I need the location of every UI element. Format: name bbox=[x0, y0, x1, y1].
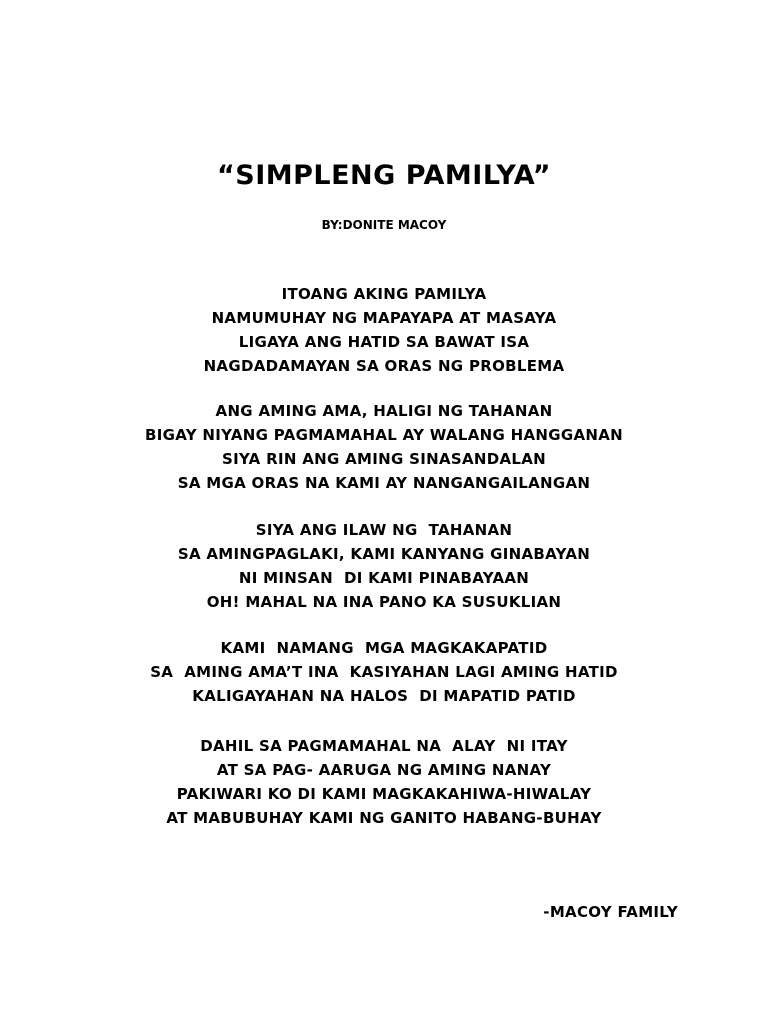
poem-line: DAHIL SA PAGMAMAHAL NA ALAY NI ITAY bbox=[200, 737, 568, 755]
poem-line: NI MINSAN DI KAMI PINABAYAAN bbox=[238, 569, 530, 587]
poem-line: KAMI NAMANG MGA MAGKAKAPATID bbox=[220, 639, 548, 657]
poem-line: ITOANG AKING PAMILYA bbox=[281, 285, 487, 303]
poem-line: AT SA PAG- AARUGA NG AMING NANAY bbox=[216, 761, 552, 779]
stanza-1 bbox=[0, 282, 768, 378]
poem-line: OH! MAHAL NA INA PANO KA SUSUKLIAN bbox=[206, 593, 562, 611]
poem-line: ANG AMING AMA, HALIGI NG TAHANAN bbox=[215, 402, 553, 420]
poem-line: AT MABUBUHAY KAMI NG GANITO HABANG-BUHAY bbox=[166, 809, 602, 827]
poem-line: LIGAYA ANG HATID SA BAWAT ISA bbox=[238, 333, 530, 351]
poem-line: SIYA ANG ILAW NG TAHANAN bbox=[255, 521, 513, 539]
poem-line: BIGAY NIYANG PAGMAMAHAL AY WALANG HANGGANAN bbox=[145, 426, 623, 444]
stanza-4 bbox=[0, 636, 768, 708]
poem-line: SA AMINGPAGLAKI, KAMI KANYANG GINABAYAN bbox=[177, 545, 591, 563]
stanza-2 bbox=[0, 399, 768, 495]
poem-line: SA MGA ORAS NA KAMI AY NANGANGAILANGAN bbox=[177, 474, 591, 492]
poem-byline: BY:DONITE MACOY bbox=[321, 218, 447, 232]
stanza-3 bbox=[0, 518, 768, 614]
poem-line: NAGDADAMAYAN SA ORAS NG PROBLEMA bbox=[203, 357, 565, 375]
poem-line: KALIGAYAHAN NA HALOS DI MAPATID PATID bbox=[192, 687, 576, 705]
poem-signature: -MACOY FAMILY bbox=[543, 903, 678, 921]
poem-line: SA AMING AMA’T INA KASIYAHAN LAGI AMING HATID bbox=[150, 663, 618, 681]
poem-line: PAKIWARI KO DI KAMI MAGKAKAHIWA-HIWALAY bbox=[176, 785, 592, 803]
stanza-5 bbox=[0, 734, 768, 830]
poem-line: NAMUMUHAY NG MAPAYAPA AT MASAYA bbox=[211, 309, 557, 327]
poem-line: SIYA RIN ANG AMING SINASANDALAN bbox=[221, 450, 547, 468]
poem-title: “SIMPLENG PAMILYA” bbox=[217, 160, 551, 191]
